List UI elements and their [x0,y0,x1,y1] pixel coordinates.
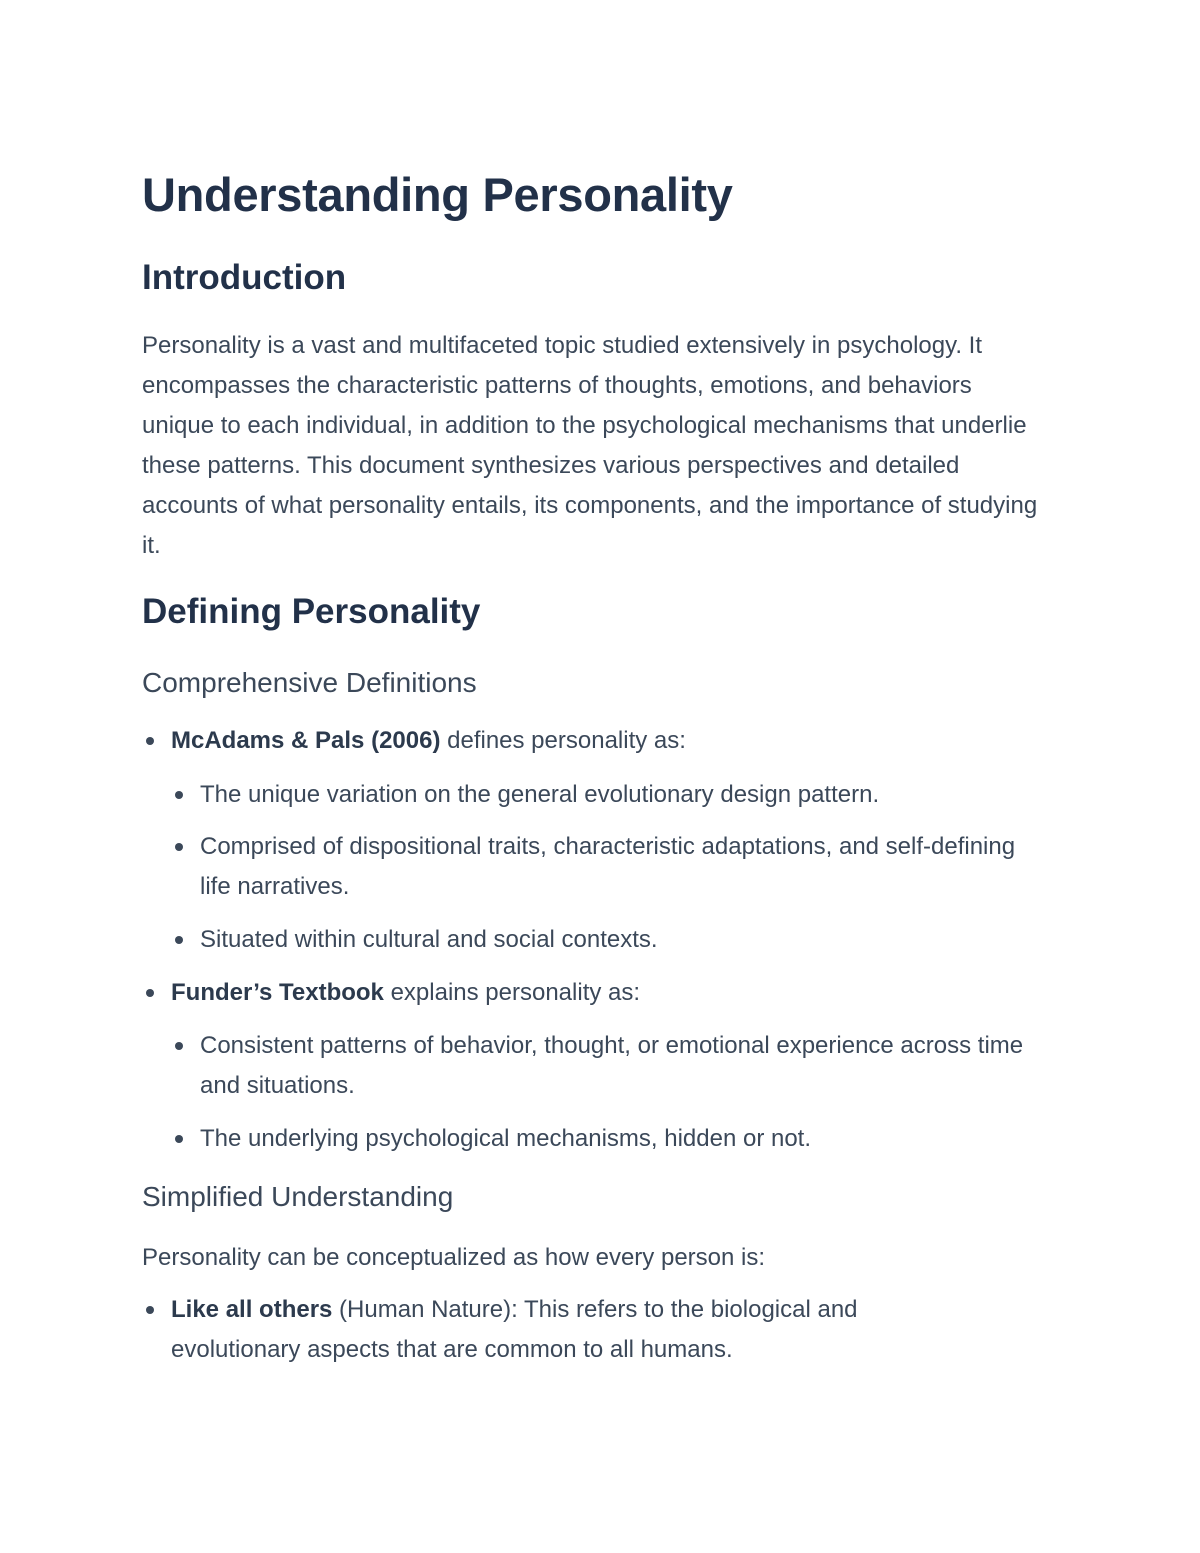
bullet-icon [175,791,183,799]
list-item-like-all-others [171,1290,971,1370]
funder-lead: explains personality as: [383,979,641,1006]
list-item-mcadams-1 [200,775,1030,815]
bullet-icon [175,936,183,944]
list-item-text: The underlying psychological mechanisms, hidden or not. [200,1125,812,1152]
list-item-funder-1 [200,1026,1030,1106]
introduction-paragraph: Personality is a vast and multifaceted topic studied extensively in psychology. It encompasses the characteristic patterns of thoughts, emotions, and behaviors unique to each individual, in addition to the psychological mechanisms that underlie these patterns. This document synthesizes various perspectives and detailed accounts of what personality entails, its components, and the importance of studying it. [142,332,1038,559]
like-all-others-text: (Human Nature): This refers to the biological and evolutionary aspects that are common to all humans. [171,1296,858,1363]
list-item-funder [171,973,1011,1013]
bullet-icon [146,1306,154,1314]
bullet-icon [175,843,183,851]
bullet-icon [175,1042,183,1050]
list-item-funder-2 [200,1119,1030,1159]
list-item-mcadams-2 [200,827,1030,907]
mcadams-lead: defines personality as: [440,727,686,754]
list-item-text: Consistent patterns of behavior, thought, or emotional experience across time and situations. [200,1032,1024,1099]
bullet-icon [175,1135,183,1143]
simplified-understanding-heading: Simplified Understanding [142,1181,454,1212]
list-item-mcadams [171,721,1011,761]
like-all-others-term: Like all others [171,1296,333,1323]
list-item-text: The unique variation on the general evolutionary design pattern. [200,781,880,808]
defining-personality-heading: Defining Personality [142,592,481,631]
simplified-intro: Personality can be conceptualized as how every person is: [142,1244,766,1271]
list-item-mcadams-3 [200,920,1030,960]
mcadams-citation: McAdams & Pals (2006) [171,727,441,754]
bullet-icon [146,989,154,997]
list-item-text: Situated within cultural and social contexts. [200,926,658,953]
comprehensive-definitions-heading: Comprehensive Definitions [142,667,477,698]
bullet-icon [146,737,154,745]
document-title: Understanding Personality [142,168,733,221]
funder-citation: Funder’s Textbook [171,979,384,1006]
list-item-text: Comprised of dispositional traits, characteristic adaptations, and self-defining life narratives. [200,833,1016,900]
introduction-heading: Introduction [142,258,347,297]
